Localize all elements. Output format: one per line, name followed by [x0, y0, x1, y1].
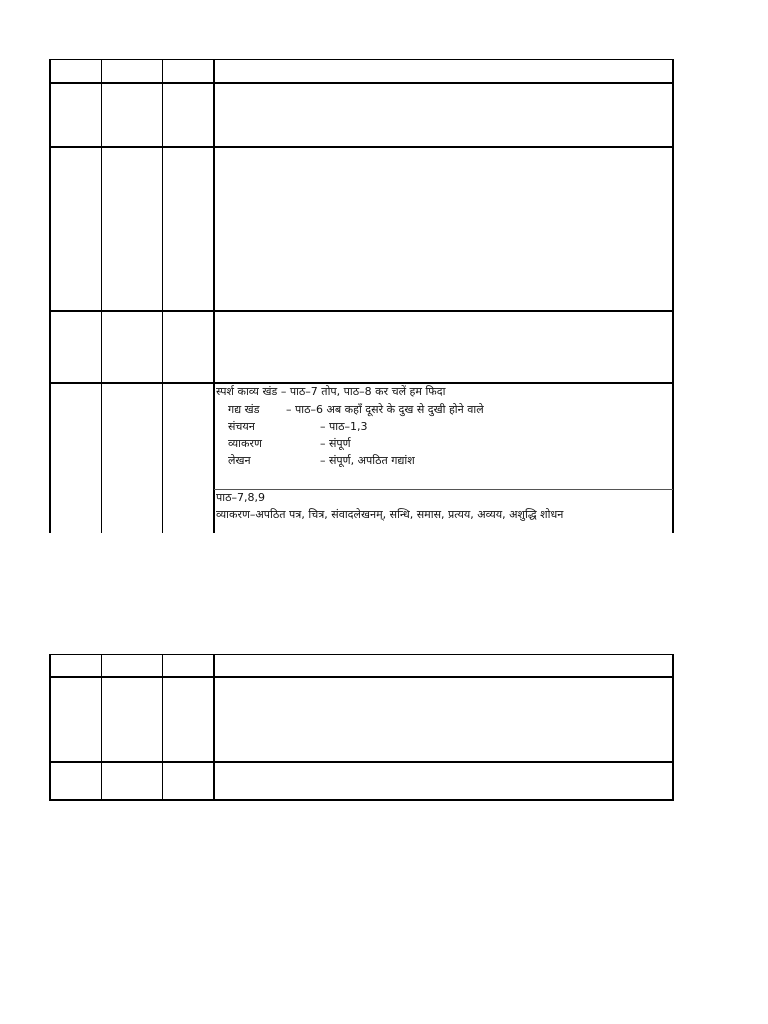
table-2-row-divider-2	[49, 761, 674, 763]
lower-cell-path-line: पाठ–7,8,9	[216, 491, 265, 504]
table-2-row-divider-1	[49, 676, 674, 678]
syllabus-line-lekhan-label: लेखन	[228, 454, 251, 467]
table-2-border-bottom	[49, 799, 674, 801]
syllabus-line-vyakaran-label: व्याकरण	[228, 437, 262, 450]
lower-cell-grammar-line: व्याकरण–अपठित पत्र, चित्र, संवादलेखनम्, सन्धि, समास, प्रत्यय, अव्यय, अशुद्धि शोधन	[216, 508, 564, 521]
syllabus-line-lekhan-value: – संपूर्ण, अपठित गद्यांश	[320, 454, 415, 467]
syllabus-line-sanchayan-label: संचयन	[228, 420, 255, 433]
syllabus-line-sparsh: स्पर्श काव्य खंड – पाठ–7 तोप, पाठ–8 कर चलें हम फिदा	[216, 385, 446, 398]
table-2-border-top	[49, 654, 673, 655]
syllabus-line-sanchayan-value: – पाठ–1,3	[320, 420, 368, 433]
syllabus-line-gadya-value: – पाठ–6 अब कहाँ दूसरे के दुख से दुखी होने वाले	[286, 403, 484, 416]
syllabus-line-vyakaran-value: – संपूर्ण	[320, 437, 351, 450]
syllabus-line-gadya-label: गद्य खंड	[228, 403, 260, 416]
